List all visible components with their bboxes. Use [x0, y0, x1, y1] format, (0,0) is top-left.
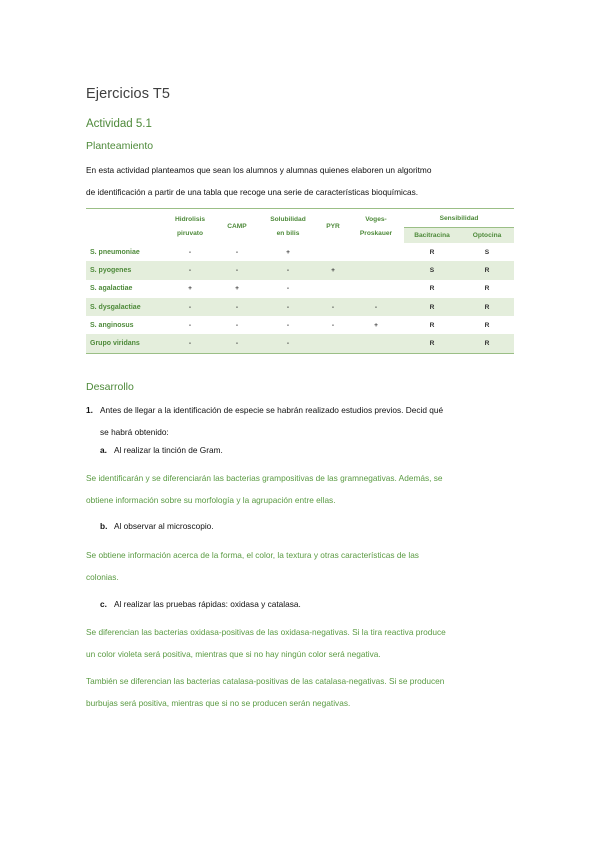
header-text: piruvato: [176, 229, 203, 237]
table-row: [86, 261, 514, 279]
question-letter: b.: [100, 521, 108, 531]
answer-b: [86, 544, 516, 588]
table-cell: R: [484, 303, 490, 311]
answer-c-catalasa: [86, 670, 516, 714]
header-pyr: PYR: [326, 222, 340, 230]
header-solubilidad: [258, 209, 318, 244]
table-cell: R: [429, 340, 435, 348]
table-cell: R: [429, 321, 435, 329]
answer-line: También se diferencian las bacterias catalasa-positivas de las catalasa-negativas. Si se producen: [86, 676, 445, 686]
question-c: [100, 593, 301, 615]
table-cell: -: [286, 266, 290, 274]
species-name: S. dysgalactiae: [90, 303, 141, 311]
table-cell: -: [235, 303, 239, 311]
table-cell: [348, 243, 404, 261]
question-text: se habrá obtenido:: [100, 427, 169, 437]
activity-heading: Actividad 5.1: [86, 118, 152, 130]
species-name: Grupo viridans: [90, 340, 140, 348]
table-cell: -: [374, 303, 378, 311]
table-cell: -: [188, 303, 192, 311]
header-camp: CAMP: [227, 222, 247, 230]
table-cell: R: [484, 321, 490, 329]
table-cell: S: [484, 248, 490, 256]
table-cell: -: [188, 321, 192, 329]
header-text: Hidrolisis: [174, 215, 206, 223]
answer-line: un color violeta será positiva, mientras que si no hay ningún color será negativa.: [86, 649, 381, 659]
table-cell: -: [235, 248, 239, 256]
table-cell: -: [286, 285, 290, 293]
table-cell: S: [429, 266, 435, 274]
table-cell: [348, 280, 404, 298]
table-cell: -: [188, 248, 192, 256]
table-cell: -: [188, 266, 192, 274]
header-sensibilidad: Sensibilidad: [404, 209, 514, 228]
question-text: Al observar al microscopio.: [114, 521, 214, 531]
header-hidrolisis: [164, 209, 216, 244]
table-cell: R: [429, 285, 435, 293]
answer-c-oxidasa: [86, 621, 516, 665]
table-cell: -: [235, 266, 239, 274]
intro-line: de identificación a partir de una tabla que recoge una serie de características bioquímicas.: [86, 187, 419, 197]
question-text: Antes de llegar a la identificación de especie se habrán realizado estudios previos. Decid qué: [100, 405, 444, 415]
table-row: [86, 334, 514, 353]
table-body: [86, 243, 514, 353]
table-cell: +: [331, 266, 335, 274]
table-cell: [348, 261, 404, 279]
table-cell: R: [429, 303, 435, 311]
header-empty: [86, 209, 164, 228]
table-row: [86, 298, 514, 316]
header-text: Voges-: [365, 215, 387, 223]
header-empty: [86, 228, 164, 244]
header-optocina: Optocina: [460, 228, 514, 244]
table-cell: R: [484, 266, 490, 274]
biochemical-table: [86, 208, 514, 354]
table-cell: -: [286, 321, 290, 329]
answer-line: obtiene información sobre su morfología y la agrupación entre ellas.: [86, 495, 336, 505]
answer-line: Se diferencian las bacterias oxidasa-positivas de las oxidasa-negativas. Si la tira reactiva produce: [86, 627, 446, 637]
header-text: en bilis: [276, 229, 300, 237]
question-1: [86, 399, 516, 443]
table-cell: -: [286, 340, 290, 348]
answer-line: Se identificarán y se diferenciarán las bacterias grampositivas de las gramnegativas. Además, se: [86, 473, 443, 483]
planteamiento-heading: Planteamiento: [86, 140, 154, 152]
question-number: 1.: [86, 405, 93, 415]
species-name: S. pneumoniae: [90, 248, 140, 256]
answer-a: [86, 467, 516, 511]
table-cell: -: [188, 340, 192, 348]
table-cell: +: [286, 248, 290, 256]
table-cell: [318, 280, 348, 298]
intro-paragraph: [86, 159, 516, 203]
table-cell: +: [235, 285, 239, 293]
desarrollo-heading: Desarrollo: [86, 381, 134, 393]
question-text: Al realizar la tinción de Gram.: [114, 445, 223, 455]
table-row: [86, 316, 514, 334]
table-cell: +: [374, 321, 378, 329]
table-cell: [318, 243, 348, 261]
page-title: Ejercicios T5: [86, 86, 171, 102]
table-cell: +: [188, 285, 192, 293]
table-cell: -: [331, 303, 335, 311]
intro-line: En esta actividad planteamos que sean los alumnos y alumnas quienes elaboren un algoritmo: [86, 165, 432, 175]
table-cell: R: [484, 285, 490, 293]
species-name: S. anginosus: [90, 321, 134, 329]
table-cell: -: [235, 340, 239, 348]
header-voges: [348, 209, 404, 244]
table-row: [86, 243, 514, 261]
header-text: Proskauer: [359, 229, 393, 237]
species-name: S. pyogenes: [90, 266, 132, 274]
header-bacitracina: Bacitracina: [404, 228, 460, 244]
question-a: [100, 439, 223, 461]
question-letter: a.: [100, 445, 107, 455]
table-cell: -: [235, 321, 239, 329]
question-b: [100, 515, 214, 537]
question-text: Al realizar las pruebas rápidas: oxidasa y catalasa.: [114, 599, 301, 609]
header-text: Solubilidad: [270, 215, 306, 223]
table-cell: R: [429, 248, 435, 256]
table-cell: [348, 334, 404, 353]
answer-line: Se obtiene información acerca de la forma, el color, la textura y otras características de las: [86, 550, 419, 560]
table-row: [86, 280, 514, 298]
answer-line: burbujas será positiva, mientras que si no se producen serán negativas.: [86, 698, 351, 708]
table-cell: [318, 334, 348, 353]
table-cell: -: [331, 321, 335, 329]
species-name: S. agalactiae: [90, 285, 133, 293]
table-cell: -: [286, 303, 290, 311]
question-letter: c.: [100, 599, 107, 609]
table-cell: R: [484, 340, 490, 348]
answer-line: colonias.: [86, 572, 119, 582]
